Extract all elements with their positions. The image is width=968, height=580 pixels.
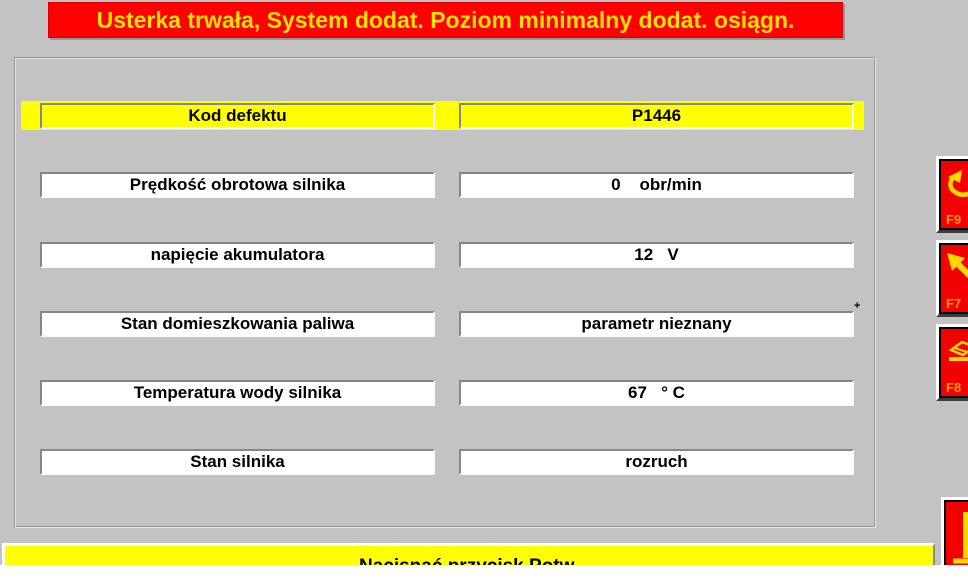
alert-banner: Usterka trwała, System dodat. Poziom minimalny dodat. osiągn. — [48, 2, 843, 38]
parameter-label: Kod defektu — [40, 103, 435, 129]
function-button-f8[interactable] — [936, 324, 968, 401]
parameter-label: Temperatura wody silnika — [40, 380, 435, 406]
parameter-value: 67 ° C — [459, 380, 854, 406]
function-button-f7[interactable] — [936, 240, 968, 317]
parameter-label: Prędkość obrotowa silnika — [40, 172, 435, 198]
parameter-value: 12 V — [459, 242, 854, 268]
function-button-f8-face — [941, 329, 968, 396]
fkey-label: F7 — [946, 296, 962, 311]
parameter-label: Stan silnika — [40, 449, 435, 475]
main-panel — [14, 57, 876, 528]
parameter-value: P1446 — [459, 103, 854, 129]
function-button-f7-face — [941, 245, 968, 312]
parameter-label: napięcie akumulatora — [40, 242, 435, 268]
cursor-artifact: + — [854, 300, 861, 312]
parameter-label: Stan domieszkowania paliwa — [40, 311, 435, 337]
parameter-value: 0 obr/min — [459, 172, 854, 198]
parameter-value: parametr nieznany — [459, 311, 854, 337]
parameter-value: rozruch — [459, 449, 854, 475]
fkey-label: F9 — [946, 212, 962, 227]
fkey-label: F8 — [946, 380, 962, 395]
function-button-f9[interactable] — [936, 156, 968, 233]
function-button-f9-face — [941, 161, 968, 228]
bottom-crop-band — [0, 565, 968, 580]
